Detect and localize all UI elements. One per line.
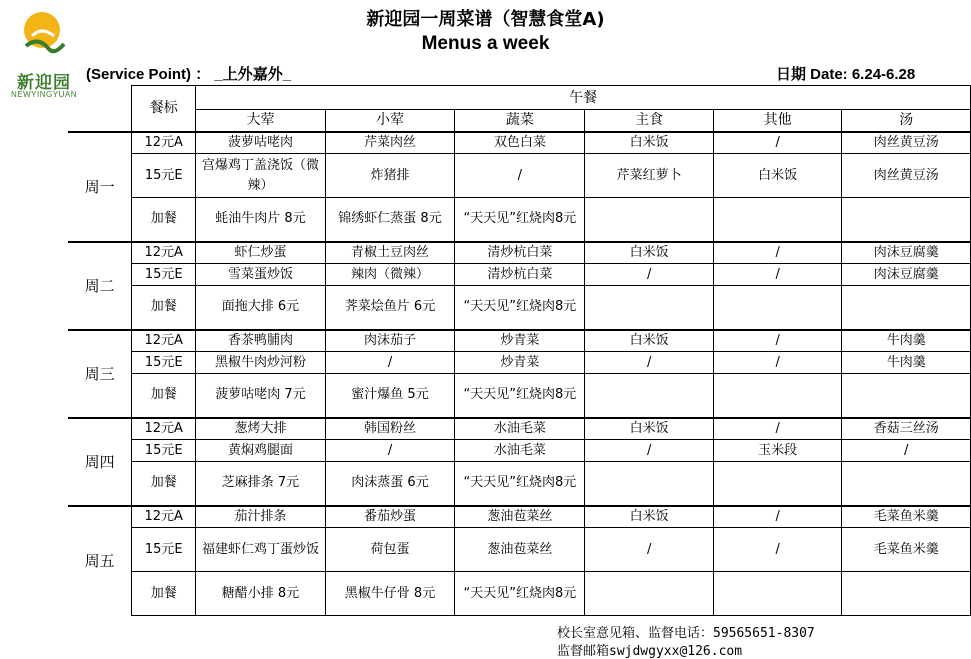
menu-cell: / xyxy=(585,440,714,462)
menu-cell: / xyxy=(325,440,455,462)
menu-cell xyxy=(842,462,971,506)
date-range: 日期 Date: 6.24-6.28 xyxy=(776,66,916,83)
column-header: 汤 xyxy=(842,110,971,132)
menu-cell xyxy=(713,286,842,330)
menu-cell: / xyxy=(713,506,842,528)
menu-title: 新迎园一周菜谱（智慧食堂A) xyxy=(366,9,605,30)
menu-cell: 白米饭 xyxy=(585,242,714,264)
menu-cell: 肉沫豆腐羹 xyxy=(842,264,971,286)
menu-cell: 蜜汁爆鱼 5元 xyxy=(325,374,455,418)
meal-standard: 12元A xyxy=(132,330,196,352)
service-point: (Service Point) ： _上外嘉外_ xyxy=(86,66,292,83)
menu-cell: / xyxy=(713,242,842,264)
menu-cell: / xyxy=(455,154,585,198)
menu-cell: 荷包蛋 xyxy=(325,528,455,572)
menu-cell xyxy=(713,198,842,242)
meal-standard-header: 餐标 xyxy=(132,86,196,132)
menu-cell xyxy=(842,286,971,330)
menu-cell: 牛肉羹 xyxy=(842,330,971,352)
menu-cell: / xyxy=(713,528,842,572)
day-label: 周三 xyxy=(68,330,132,418)
corner-cell xyxy=(68,86,132,110)
menu-cell: 白米饭 xyxy=(585,330,714,352)
table-row xyxy=(68,572,971,616)
menu-cell: “天天见”红烧肉8元 xyxy=(455,286,585,330)
menu-cell: 荠菜烩鱼片 6元 xyxy=(325,286,455,330)
menu-cell: 菠萝咕咾肉 xyxy=(196,132,326,154)
menu-cell: 雪菜蛋炒饭 xyxy=(196,264,326,286)
day-label: 周二 xyxy=(68,242,132,330)
menu-cell: 肉沫茄子 xyxy=(325,330,455,352)
menu-cell: “天天见”红烧肉8元 xyxy=(455,462,585,506)
menu-cell xyxy=(713,572,842,616)
meal-standard: 15元E xyxy=(132,528,196,572)
meal-standard: 15元E xyxy=(132,352,196,374)
column-header: 主食 xyxy=(585,110,714,132)
menu-cell xyxy=(842,198,971,242)
menu-cell: 炸猪排 xyxy=(325,154,455,198)
menu-cell: / xyxy=(713,132,842,154)
menu-cell: 牛肉羹 xyxy=(842,352,971,374)
meal-standard: 加餐 xyxy=(132,198,196,242)
menu-cell: / xyxy=(325,352,455,374)
menu-cell: / xyxy=(585,528,714,572)
menu-cell xyxy=(713,374,842,418)
menu-cell: 芹菜红萝卜 xyxy=(585,154,714,198)
menu-cell: 黄焖鸡腿面 xyxy=(196,440,326,462)
table-row xyxy=(68,242,971,264)
menu-cell: 清炒杭白菜 xyxy=(455,264,585,286)
table-row xyxy=(68,374,971,418)
menu-cell: / xyxy=(713,418,842,440)
menu-table xyxy=(68,85,971,616)
menu-cell: / xyxy=(713,352,842,374)
menu-cell: 芹菜肉丝 xyxy=(325,132,455,154)
table-row xyxy=(68,330,971,352)
table-row xyxy=(68,418,971,440)
column-header: 其他 xyxy=(713,110,842,132)
table-row xyxy=(68,506,971,528)
footer-email: 监督邮箱swjdwgyxx@126.com xyxy=(557,644,743,659)
menu-cell: 芝麻排条 7元 xyxy=(196,462,326,506)
menu-cell: 香茶鸭脯肉 xyxy=(196,330,326,352)
menu-cell: 白米饭 xyxy=(713,154,842,198)
menu-cell: 炒青菜 xyxy=(455,352,585,374)
menu-cell: 虾仁炒蛋 xyxy=(196,242,326,264)
menu-cell: 面拖大排 6元 xyxy=(196,286,326,330)
logo-text: 新迎园 xyxy=(17,73,71,93)
menu-cell xyxy=(585,374,714,418)
meal-standard: 15元E xyxy=(132,264,196,286)
menu-cell: “天天见”红烧肉8元 xyxy=(455,572,585,616)
table-row xyxy=(68,286,971,330)
menu-cell xyxy=(713,462,842,506)
meal-standard: 12元A xyxy=(132,506,196,528)
menu-cell: / xyxy=(585,264,714,286)
corner-cell xyxy=(68,110,132,132)
day-label: 周四 xyxy=(68,418,132,506)
menu-cell: 清炒杭白菜 xyxy=(455,242,585,264)
menu-cell: 白米饭 xyxy=(585,418,714,440)
table-row xyxy=(68,198,971,242)
menu-cell: 黑椒牛仔骨 8元 xyxy=(325,572,455,616)
menu-cell: 肉丝黄豆汤 xyxy=(842,132,971,154)
meal-standard: 12元A xyxy=(132,242,196,264)
menu-cell: 黑椒牛肉炒河粉 xyxy=(196,352,326,374)
menu-cell: “天天见”红烧肉8元 xyxy=(455,198,585,242)
menu-cell: 福建虾仁鸡丁蛋炒饭 xyxy=(196,528,326,572)
menu-cell: 菠萝咕咾肉 7元 xyxy=(196,374,326,418)
menu-cell: 玉米段 xyxy=(713,440,842,462)
day-label: 周五 xyxy=(68,506,132,616)
menu-cell: 宫爆鸡丁盖浇饭（微辣） xyxy=(196,154,326,198)
menu-cell: 水油毛菜 xyxy=(455,440,585,462)
table-row xyxy=(68,440,971,462)
menu-cell: 糖醋小排 8元 xyxy=(196,572,326,616)
lunch-header: 午餐 xyxy=(196,86,971,110)
menu-cell: 茄汁排条 xyxy=(196,506,326,528)
table-row xyxy=(68,132,971,154)
menu-title-en: Menus a week xyxy=(421,33,550,54)
menu-cell: 双色白菜 xyxy=(455,132,585,154)
menu-cell: 白米饭 xyxy=(585,132,714,154)
menu-cell xyxy=(585,462,714,506)
meal-standard: 加餐 xyxy=(132,374,196,418)
table-row xyxy=(68,154,971,198)
menu-cell: 炒青菜 xyxy=(455,330,585,352)
column-header: 小荤 xyxy=(325,110,455,132)
menu-cell: 辣肉（微辣） xyxy=(325,264,455,286)
menu-cell: 肉丝黄豆汤 xyxy=(842,154,971,198)
column-header: 蔬菜 xyxy=(455,110,585,132)
menu-cell: 葱油苞菜丝 xyxy=(455,506,585,528)
menu-cell: 毛菜鱼米羹 xyxy=(842,528,971,572)
menu-cell: 韩国粉丝 xyxy=(325,418,455,440)
menu-cell: 毛菜鱼米羹 xyxy=(842,506,971,528)
menu-cell: 白米饭 xyxy=(585,506,714,528)
menu-cell: / xyxy=(713,264,842,286)
table-row xyxy=(68,264,971,286)
menu-cell: 番茄炒蛋 xyxy=(325,506,455,528)
menu-cell: 水油毛菜 xyxy=(455,418,585,440)
meal-standard: 15元E xyxy=(132,440,196,462)
day-label: 周一 xyxy=(68,132,132,242)
meal-standard: 12元A xyxy=(132,132,196,154)
menu-cell xyxy=(585,572,714,616)
meal-standard: 加餐 xyxy=(132,286,196,330)
menu-cell: 葱烤大排 xyxy=(196,418,326,440)
menu-cell: 葱油苞菜丝 xyxy=(455,528,585,572)
menu-cell: 锦绣虾仁蒸蛋 8元 xyxy=(325,198,455,242)
menu-cell xyxy=(585,198,714,242)
menu-cell: “天天见”红烧肉8元 xyxy=(455,374,585,418)
menu-cell xyxy=(842,572,971,616)
footer-contact: 校长室意见箱、监督电话：59565651-8307 xyxy=(557,626,815,641)
menu-cell: / xyxy=(713,330,842,352)
menu-cell: / xyxy=(842,440,971,462)
table-row xyxy=(68,462,971,506)
table-row xyxy=(68,528,971,572)
menu-cell: 香菇三丝汤 xyxy=(842,418,971,440)
menu-cell xyxy=(585,286,714,330)
menu-cell: 青椒土豆肉丝 xyxy=(325,242,455,264)
menu-cell: 肉沫豆腐羹 xyxy=(842,242,971,264)
logo-subtext: NEWYINGYUAN xyxy=(11,90,77,99)
menu-cell: 蚝油牛肉片 8元 xyxy=(196,198,326,242)
menu-cell: / xyxy=(585,352,714,374)
menu-cell: 肉沫蒸蛋 6元 xyxy=(325,462,455,506)
menu-cell xyxy=(842,374,971,418)
column-header: 大荤 xyxy=(196,110,326,132)
table-row xyxy=(68,352,971,374)
meal-standard: 加餐 xyxy=(132,572,196,616)
meal-standard: 加餐 xyxy=(132,462,196,506)
meal-standard: 12元A xyxy=(132,418,196,440)
meal-standard: 15元E xyxy=(132,154,196,198)
